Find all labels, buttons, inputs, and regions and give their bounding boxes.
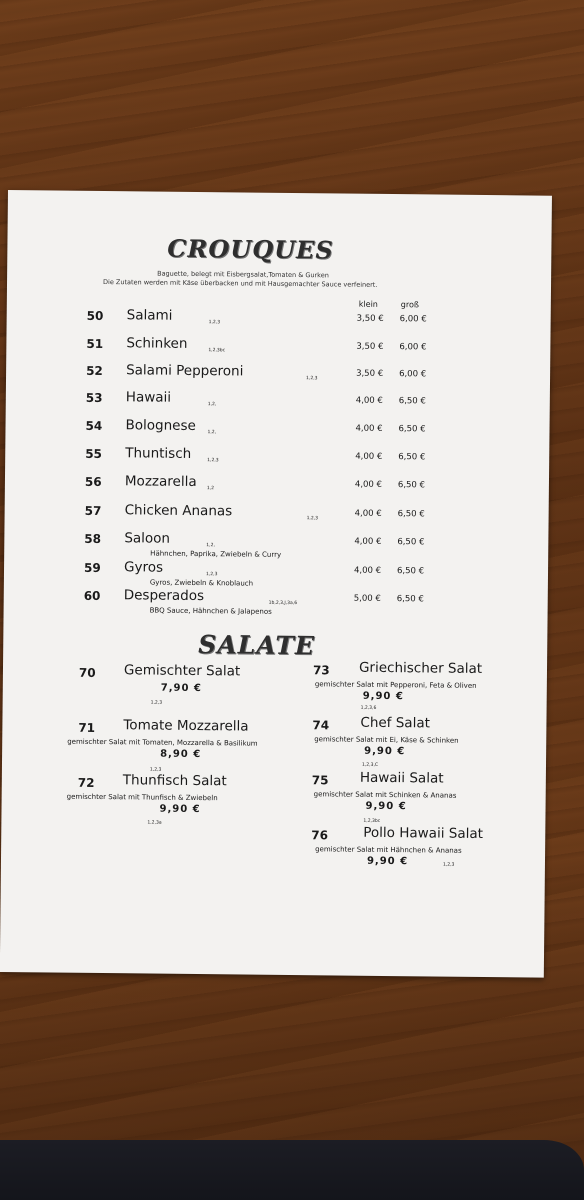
crouque-allergen-note: 1,2,3 (208, 320, 221, 326)
crouque-allergen-note: 1,2, (206, 543, 215, 549)
crouque-number: 52 (86, 363, 103, 379)
crouque-allergen-note: 1,2,3 (306, 376, 318, 382)
crouque-name: Gyros (123, 559, 164, 576)
crouque-name: Saloon (124, 530, 171, 547)
salat-name: Tomate Mozzarella (123, 717, 249, 735)
salat-description: gemischter Salat mit Tomaten, Mozzarella & Basilikum (67, 737, 258, 748)
crouque-number: 56 (84, 474, 102, 489)
crouque-number: 58 (84, 531, 102, 546)
salat-description: gemischter Salat mit Schinken & Ananas (313, 790, 457, 800)
salate-title: SALATE (198, 630, 316, 661)
crouque-number: 54 (85, 418, 103, 433)
crouque-price-klein: 4,00 € (355, 423, 383, 434)
crouque-price-klein: 4,00 € (353, 565, 382, 576)
salat-name: Hawaii Salat (359, 769, 444, 787)
crouque-allergen-note: 1,2 (206, 486, 215, 492)
crouque-name: Hawaii (125, 389, 172, 406)
salat-number: 74 (312, 718, 330, 733)
crouque-allergen-note: 1,2,3 (205, 572, 218, 578)
crouque-number: 57 (84, 503, 102, 518)
crouque-price-gross: 6,50 € (398, 396, 426, 407)
menu-sheet (0, 190, 552, 978)
crouque-number: 55 (85, 446, 103, 461)
crouque-price-klein: 4,00 € (354, 536, 382, 547)
crouque-number: 50 (86, 308, 104, 324)
crouque-description: Hähnchen, Paprika, Zwiebeln & Curry (150, 549, 282, 559)
crouque-allergen-note: 1b,2,3,J,3a,6 (268, 600, 298, 607)
salat-allergen-note: 1,2,3bc (363, 818, 381, 824)
salat-allergen-note: 1,2,3 (150, 700, 163, 706)
crouque-allergen-note: 1,2,3 (207, 458, 219, 464)
crouque-price-gross: 6,50 € (398, 424, 426, 435)
crouque-name: Thuntisch (125, 445, 192, 462)
crouque-price-klein: 3,50 € (356, 313, 384, 324)
salat-price: 7,90 € (160, 682, 202, 695)
salat-number: 72 (77, 775, 95, 790)
crouque-price-klein: 3,50 € (356, 368, 384, 379)
salat-number: 76 (311, 828, 329, 843)
salat-price: 8,90 € (160, 748, 202, 761)
salat-price: 9,90 € (159, 803, 201, 816)
salat-price: 9,90 € (365, 800, 407, 813)
crouque-name: Salami (126, 307, 173, 324)
crouque-allergen-note: 1,2,3bc (208, 348, 226, 354)
crouque-price-klein: 3,50 € (356, 341, 384, 352)
salat-number: 75 (311, 773, 329, 788)
column-header-gross: groß (400, 300, 419, 310)
salat-allergen-note: 1,2,3 (442, 862, 455, 868)
salat-allergen-note: 1,2,3,6 (360, 705, 377, 711)
salat-description: gemischter Salat mit Thunfisch & Zwiebeln (66, 792, 218, 803)
salat-name: Griechischer Salat (358, 659, 483, 677)
crouque-price-gross: 6,50 € (397, 509, 425, 520)
crouque-price-klein: 4,00 € (355, 451, 383, 462)
crouques-title: CROUQUES (167, 233, 334, 265)
crouque-price-gross: 6,00 € (399, 342, 427, 353)
salat-name: Thunfisch Salat (122, 772, 227, 790)
crouque-price-gross: 6,50 € (396, 566, 425, 577)
crouque-price-gross: 6,50 € (397, 537, 425, 548)
salat-price: 9,90 € (366, 855, 409, 868)
crouque-price-gross: 6,00 € (399, 369, 427, 380)
crouque-price-gross: 6,50 € (396, 594, 424, 605)
crouque-name: Chicken Ananas (124, 502, 233, 520)
crouque-number: 59 (83, 560, 101, 575)
crouque-allergen-note: 1,2,3 (306, 516, 319, 522)
salat-allergen-note: 1,2,3,C (361, 762, 379, 768)
crouque-allergen-note: 1,2, (207, 430, 217, 436)
crouque-name: Salami Pepperoni (126, 362, 244, 380)
crouque-number: 60 (83, 588, 101, 603)
salat-name: Gemischter Salat (123, 662, 241, 680)
crouque-number: 53 (85, 390, 103, 406)
crouque-allergen-note: 1,2, (207, 402, 217, 408)
crouque-price-klein: 5,00 € (353, 593, 381, 604)
salat-description: gemischter Salat mit Pepperoni, Feta & Oliven (314, 680, 477, 690)
crouque-price-gross: 6,00 € (399, 314, 427, 325)
crouque-name: Mozzarella (124, 473, 197, 490)
crouque-description: BBQ Sauce, Hähnchen & Jalapenos (149, 606, 272, 616)
salat-name: Pollo Hawaii Salat (363, 824, 484, 843)
crouque-number: 51 (86, 336, 104, 352)
crouques-subtitle-1: Baguette, belegt mit Eisbergsalat,Tomaten & Gurken (157, 269, 329, 280)
crouque-name: Desperados (123, 587, 205, 605)
salat-allergen-note: 1,2,3a (147, 820, 162, 826)
salat-price: 9,90 € (364, 745, 406, 758)
salat-description: gemischter Salat mit Ei, Käse & Schinken (314, 735, 459, 745)
crouque-description: Gyros, Zwiebeln & Knoblauch (149, 578, 254, 588)
salat-number: 73 (312, 663, 330, 678)
salat-price: 9,90 € (362, 690, 404, 703)
salat-description: gemischter Salat mit Hähnchen & Ananas (315, 845, 462, 855)
salat-number: 71 (78, 720, 96, 735)
crouque-price-gross: 6,50 € (397, 480, 426, 491)
crouques-subtitle-2: Die Zutaten werden mit Käse überbacken und mit Hausgemachter Sauce verfeinert. (102, 278, 378, 289)
crouque-price-klein: 4,00 € (355, 395, 383, 406)
salat-allergen-note: 1,2,3 (149, 767, 162, 773)
sleeve-foreground (0, 1140, 584, 1200)
crouque-price-gross: 6,50 € (398, 452, 426, 463)
column-header-klein: klein (358, 299, 378, 309)
crouque-name: Schinken (126, 335, 188, 352)
salat-name: Chef Salat (360, 714, 431, 732)
crouque-price-klein: 4,00 € (354, 508, 382, 519)
crouque-price-klein: 4,00 € (354, 479, 383, 490)
crouque-name: Bolognese (125, 417, 196, 434)
salat-number: 70 (78, 665, 96, 680)
